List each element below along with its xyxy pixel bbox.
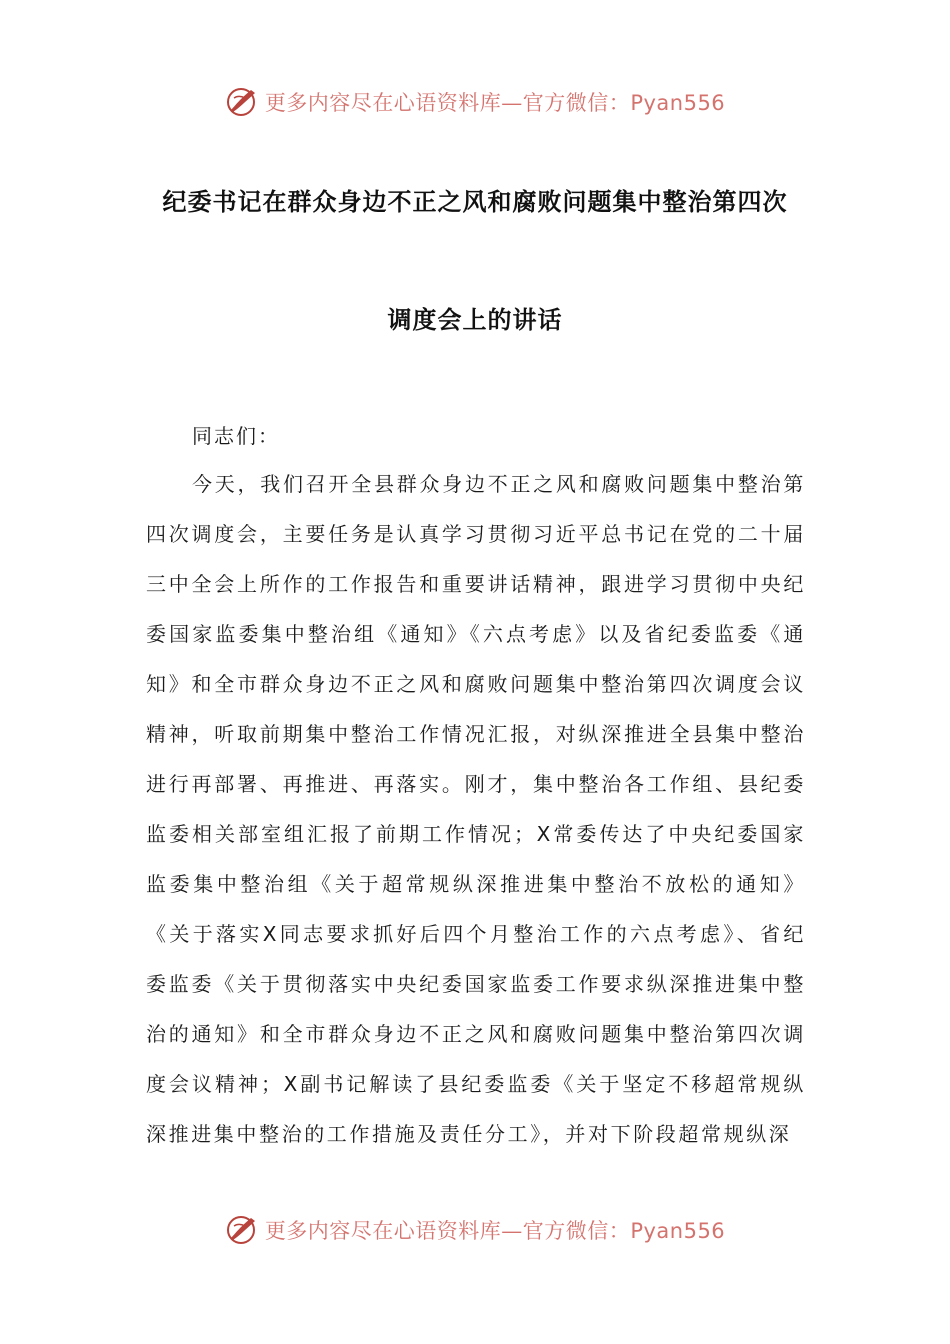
greeting: 同志们： <box>192 424 280 448</box>
pen-logo-icon <box>225 1212 261 1248</box>
document-title-line2: 调度会上的讲话 <box>387 306 563 334</box>
footer-banner <box>0 1210 950 1250</box>
header-banner <box>0 82 950 122</box>
body-paragraph: 今天，我们召开全县群众身边不正之风和腐败问题集中整治第四次调度会，主要任务是认真学习贯彻习近平总书记在党的二十届三中全会上所作的工作报告和重要讲话精神，跟进学习贯彻中央纪委国家监委集中整治组《通知》《六点考虑》以及省纪委监委《通知》和全市群众身边不正之风和腐败问题集中整治第四次调度会议精神，听取前期集中整治工作情况汇报，对纵深推进全县集中整治进行再部署、再推进、再落实。刚才，集中整治各工作组、县纪委监委相关部室组汇报了前期工作情况；X常委传达了中央纪委国家监委集中整治组《关于超常规纵深推进集中整治不放松的通知》《关于落实X同志要求抓好后四个月整治工作的六点考虑》、省纪委监委《关于贯彻落实中央纪委国家监委工作要求纵深推进集中整治的通知》和全市群众身边不正之风和腐败问题集中整治第四次调度会议精神；X副书记解读了县纪委监委《关于坚定不移超常规纵深推进集中整治的工作措施及责任分工》，并对下阶段超常规纵深 <box>146 472 806 1146</box>
footer-banner-text: 更多内容尽在心语资料库—官方微信：Pyan556 <box>264 1219 726 1243</box>
header-banner-text: 更多内容尽在心语资料库—官方微信：Pyan556 <box>264 91 726 115</box>
header-wechat-id: Pyan556 <box>630 91 726 115</box>
pen-logo-icon <box>225 84 261 120</box>
document-title-line1: 纪委书记在群众身边不正之风和腐败问题集中整治第四次 <box>162 188 788 216</box>
footer-wechat-id: Pyan556 <box>630 1219 726 1243</box>
